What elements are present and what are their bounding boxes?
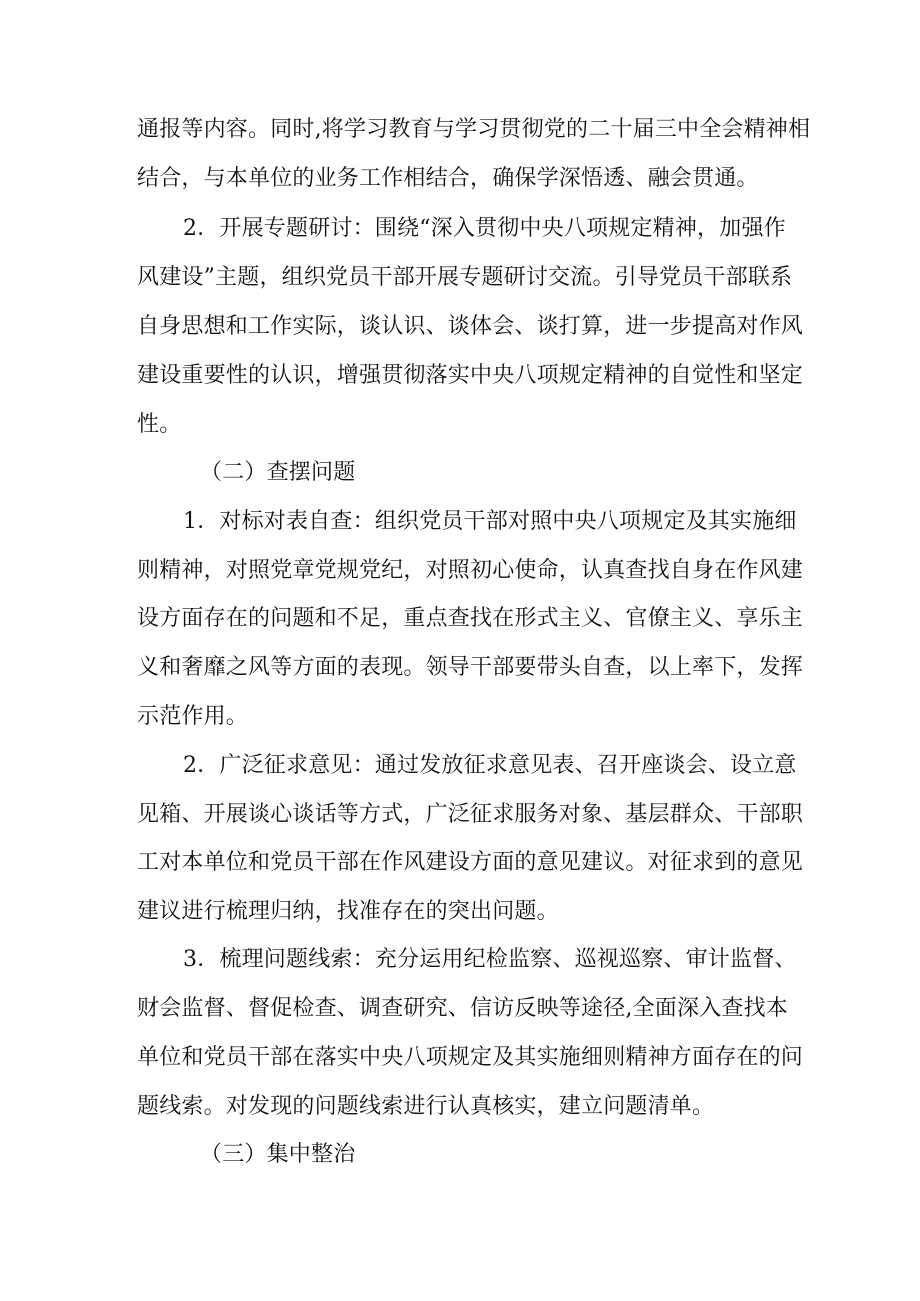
text-line: 示范作用。 [137, 704, 249, 729]
text-line: 则精神，对照党章党规党纪，对照初心使命，认真查找自身在作风建 [137, 558, 804, 583]
item-heading-line: 3．梳理问题线索：充分运用纪检监察、巡视巡察、审计监督、 [183, 947, 797, 972]
item-heading-line: 2．开展专题研讨：围绕“深入贯彻中央八项规定精神，加强作 [183, 216, 786, 241]
text-line: 财会监督、督促检查、调查研究、信访反映等途径,全面深入查找本 [137, 996, 788, 1021]
text-line: 题线索。对发现的问题线索进行认真核实，建立问题清单。 [137, 1094, 715, 1119]
text-line: 单位和党员干部在落实中央八项规定及其实施细则精神方面存在的问 [137, 1045, 804, 1070]
text-line: 工对本单位和党员干部在作风建设方面的意见建议。对征求到的意见 [137, 850, 804, 875]
text-line: 风建设”主题，组织党员干部开展专题研讨交流。引导党员干部联系 [137, 265, 793, 290]
text-line: 建议进行梳理归纳，找准存在的突出问题。 [137, 899, 559, 924]
text-line: 见箱、开展谈心谈话等方式，广泛征求服务对象、基层群众、干部职 [137, 802, 804, 827]
text-line: 通报等内容。同时,将学习教育与学习贯彻党的二十届三中全会精神相 [137, 117, 811, 142]
text-line: 设方面存在的问题和不足，重点查找在形式主义、官僚主义、享乐主 [137, 606, 804, 631]
text-line: 性。 [137, 412, 182, 437]
section-heading: （三）集中整治 [200, 1142, 356, 1167]
item-heading-line: 1．对标对表自查：组织党员干部对照中央八项规定及其实施细 [183, 509, 797, 534]
text-line: 义和奢靡之风等方面的表现。领导干部要带头自查，以上率下，发挥 [137, 655, 804, 680]
section-heading: （二）查摆问题 [200, 460, 356, 485]
item-heading-line: 2．广泛征求意见：通过发放征求意见表、召开座谈会、设立意 [183, 753, 797, 778]
text-line: 自身思想和工作实际，谈认识、谈体会、谈打算，进一步提高对作风 [137, 314, 804, 339]
text-line: 结合，与本单位的业务工作相结合，确保学深悟透、融会贯通。 [137, 166, 759, 191]
text-line: 建设重要性的认识，增强贯彻落实中央八项规定精神的自觉性和坚定 [137, 363, 804, 388]
